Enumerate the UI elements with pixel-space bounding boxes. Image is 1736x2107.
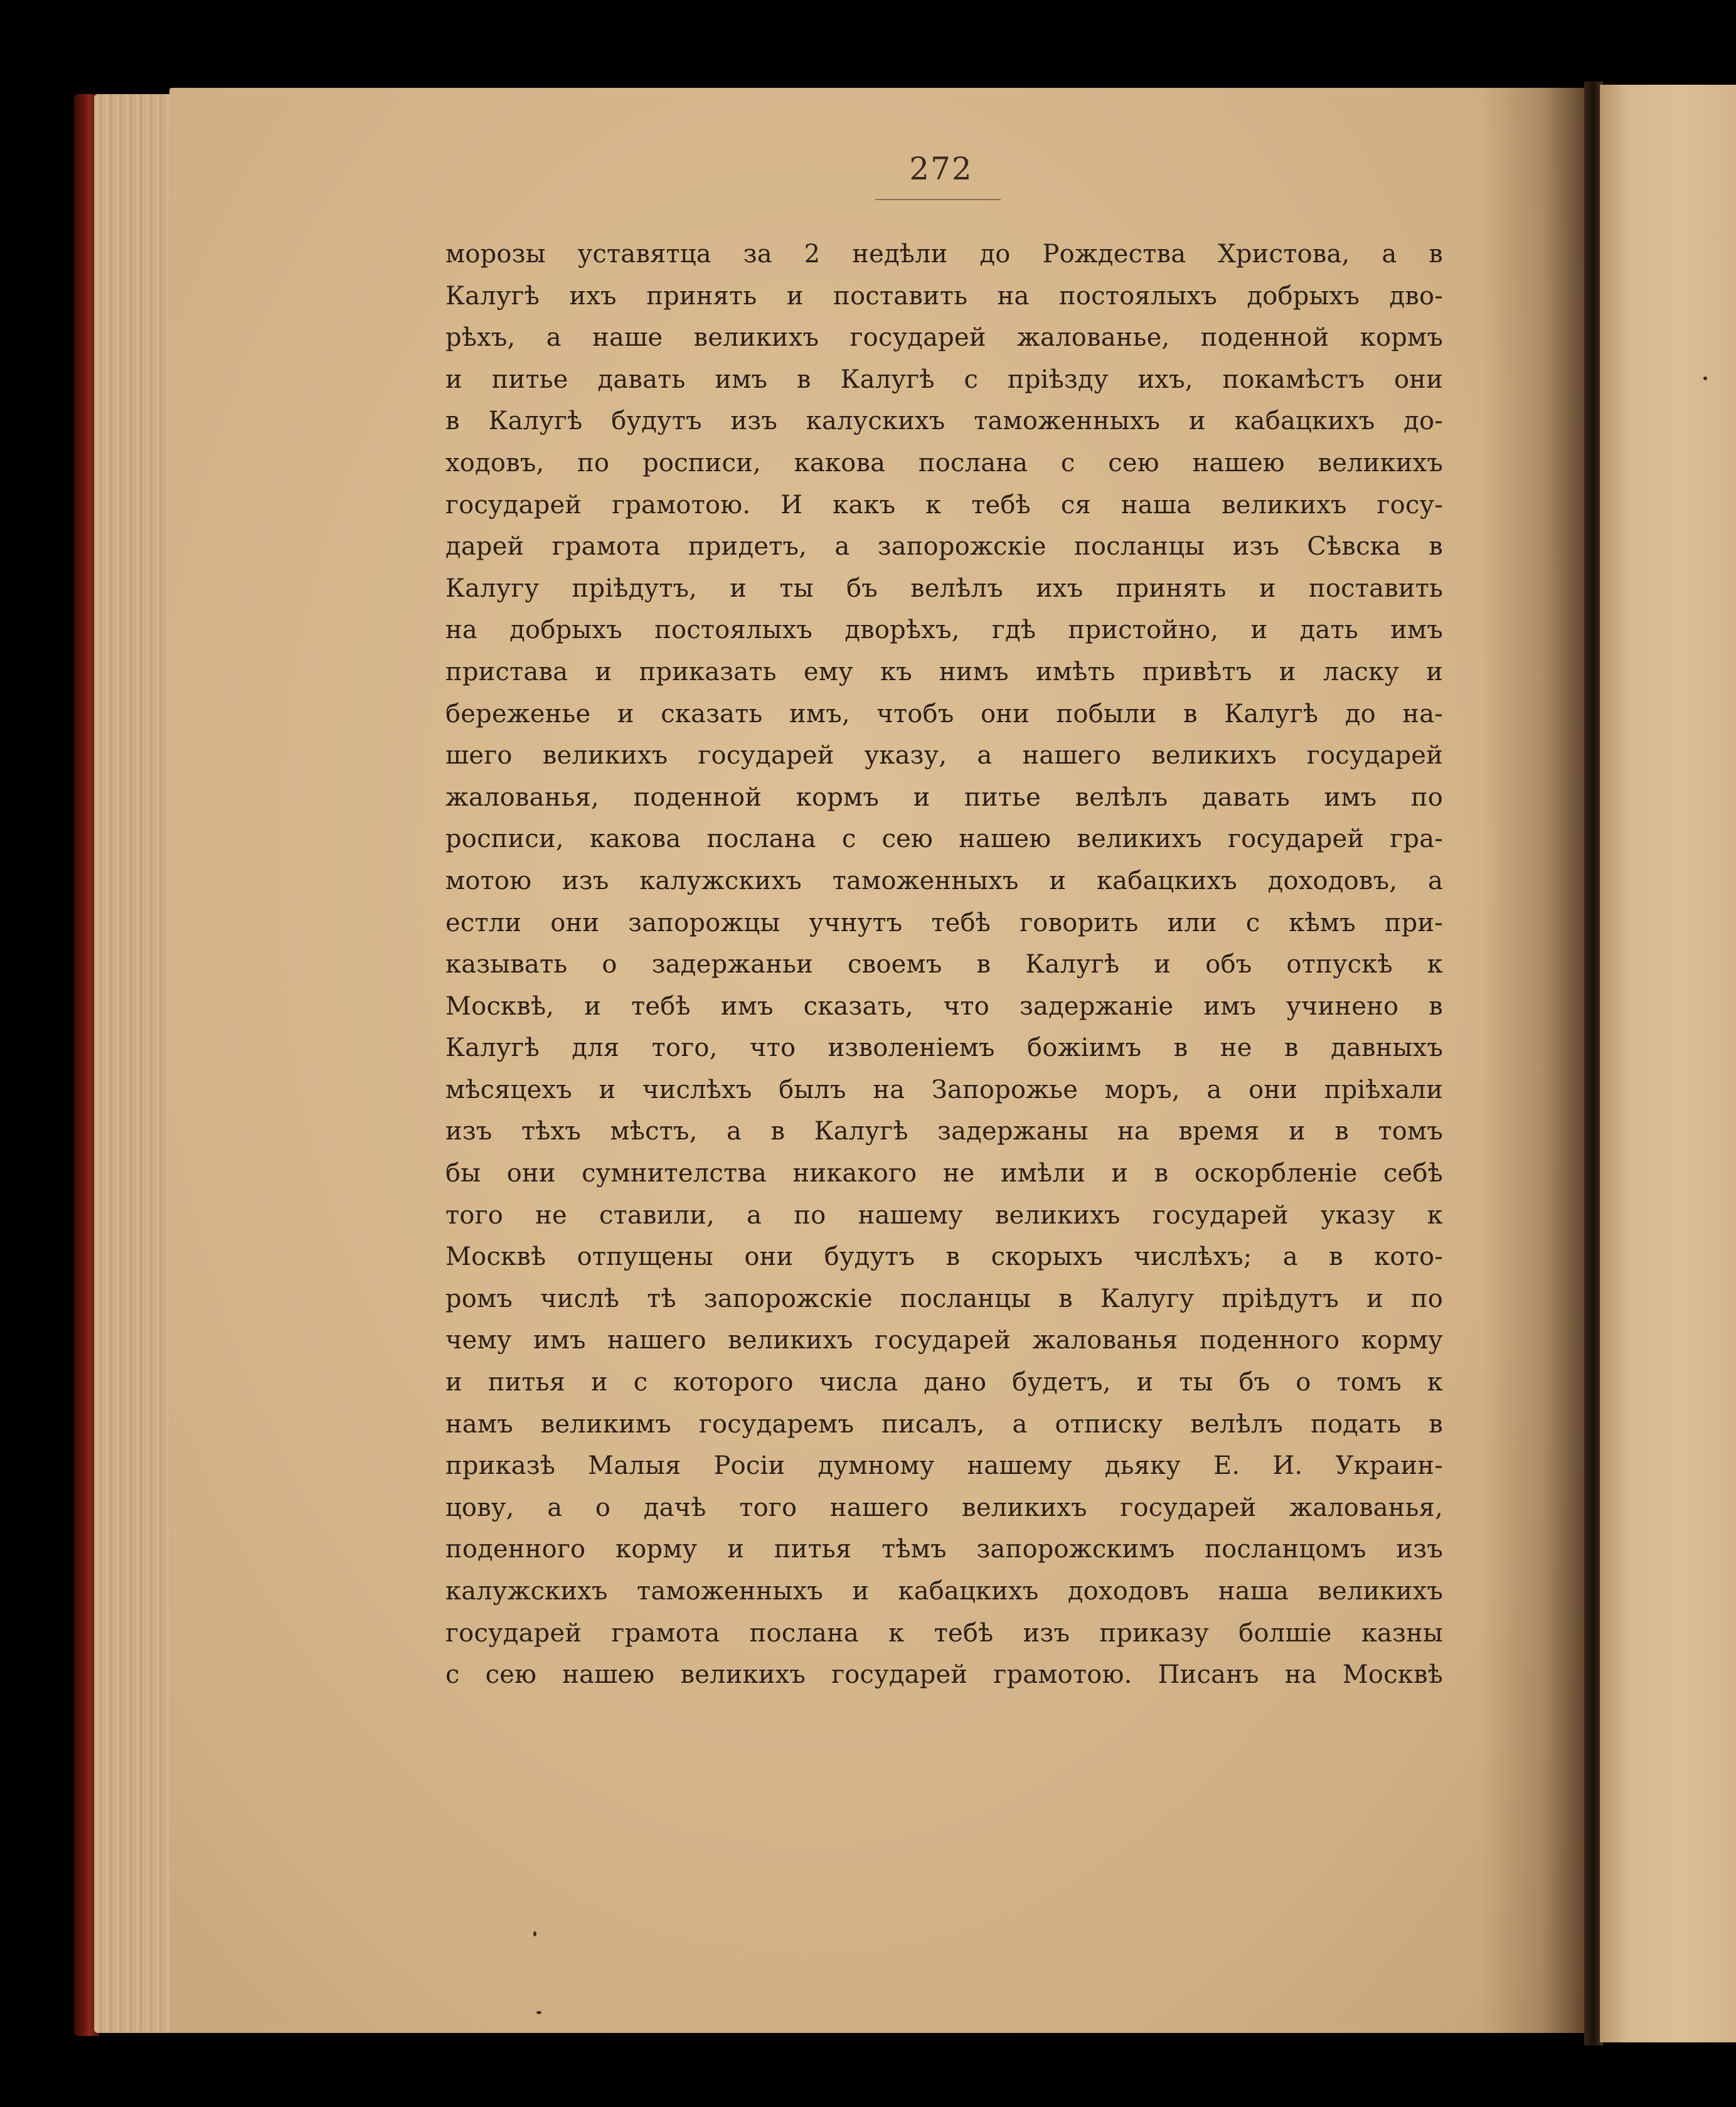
text-line: Калугѣ ихъ принять и поставить на постоялыхъ добрыхъ дво- — [445, 281, 1443, 311]
paper-speck — [533, 1931, 536, 1936]
text-line: шего великихъ государей указу, а нашего великихъ государей — [445, 741, 1443, 771]
text-line: Калугѣ для того, что изволенiемъ божiимъ в не в давныхъ — [445, 1033, 1443, 1063]
text-line: ходовъ, по росписи, какова послана с сею нашею великихъ — [445, 448, 1443, 477]
text-line: ромъ числѣ тѣ запорожскiе посланцы в Калугу прiѣдутъ и по — [445, 1284, 1443, 1313]
text-line: цову, а о дачѣ того нашего великихъ государей жалованья, — [445, 1493, 1443, 1522]
text-line: бы они сумнителства никакого не имѣли и в оскорбленiе себѣ — [445, 1159, 1443, 1188]
text-line: государей грамотою. И какъ к тебѣ ся наша великихъ госу- — [445, 490, 1443, 520]
text-line: мотою изъ калужскихъ таможенныхъ и кабацкихъ доходовъ, а — [445, 866, 1443, 895]
text-line: государей грамота послана к тебѣ изъ приказу болшiе казны — [445, 1618, 1443, 1648]
text-line: и питье давать имъ в Калугѣ с прiѣзду ихъ, покамѣстъ они — [445, 365, 1443, 394]
text-line: морозы уставятца за 2 недѣли до Рождества Христова, а в — [445, 240, 1443, 269]
text-line: пристава и приказать ему къ нимъ имѣть привѣтъ и ласку и — [445, 657, 1443, 686]
text-line: береженье и сказать имъ, чтобъ они побыли в Калугѣ до на- — [445, 699, 1443, 728]
paper-speck — [536, 2011, 541, 2014]
text-line: Калугу прiѣдутъ, и ты бъ велѣлъ ихъ принять и поставить — [445, 573, 1443, 603]
text-line: мѣсяцехъ и числѣхъ былъ на Запорожье моръ, а они прiѣхали — [445, 1075, 1443, 1104]
text-line: росписи, какова послана с сею нашею великихъ государей гра- — [445, 824, 1443, 854]
text-line: на добрыхъ постоялыхъ дворѣхъ, гдѣ пристойно, и дать имъ — [445, 616, 1443, 645]
text-line: жалованья, поденной кормъ и питье велѣлъ давать имъ по — [445, 782, 1443, 812]
text-line: Москвѣ, и тебѣ имъ сказать, что задержанiе имъ учинено в — [445, 991, 1443, 1021]
paper-speck — [1703, 376, 1707, 380]
text-line: естли они запорожцы учнутъ тебѣ говорить или с кѣмъ при- — [445, 908, 1443, 937]
text-line: казывать о задержаньи своемъ в Калугѣ и объ отпускѣ к — [445, 950, 1443, 979]
text-line: дарей грамота придетъ, а запорожскiе посланцы изъ Сѣвска в — [445, 532, 1443, 562]
text-line: того не ставили, а по нашему великихъ государей указу к — [445, 1200, 1443, 1230]
text-line: рѣхъ, а наше великихъ государей жалованье, поденной кормъ — [445, 323, 1443, 353]
facing-page-edge — [1600, 85, 1736, 2042]
text-line: поденного корму и питья тѣмъ запорожскимъ посланцомъ изъ — [445, 1535, 1443, 1564]
text-line: чему имъ нашего великихъ государей жалованья поденного корму — [445, 1326, 1443, 1355]
text-line: приказѣ Малыя Росiи думному нашему дьяку Е. И. Украин- — [445, 1451, 1443, 1481]
text-line: калужскихъ таможенныхъ и кабацкихъ доходовъ наша великихъ — [445, 1577, 1443, 1606]
text-line: с сею нашею великихъ государей грамотою. Писанъ на Москвѣ — [445, 1660, 1443, 1690]
text-line: в Калугѣ будутъ изъ калускихъ таможенныхъ и кабацкихъ до- — [445, 407, 1443, 436]
spine-shadow — [1481, 88, 1594, 2033]
text-line: и питья и с которого числа дано будетъ, и ты бъ о томъ к — [445, 1368, 1443, 1397]
header-rule — [875, 199, 1001, 200]
body-text — [445, 233, 1443, 1696]
page-number: 272 — [909, 151, 973, 187]
text-line: намъ великимъ государемъ писалъ, а отписку велѣлъ подать в — [445, 1409, 1443, 1439]
text-line: Москвѣ отпущены они будутъ в скорыхъ числѣхъ; а в кото- — [445, 1242, 1443, 1272]
text-line: изъ тѣхъ мѣстъ, а в Калугѣ задержаны на время и в томъ — [445, 1117, 1443, 1146]
